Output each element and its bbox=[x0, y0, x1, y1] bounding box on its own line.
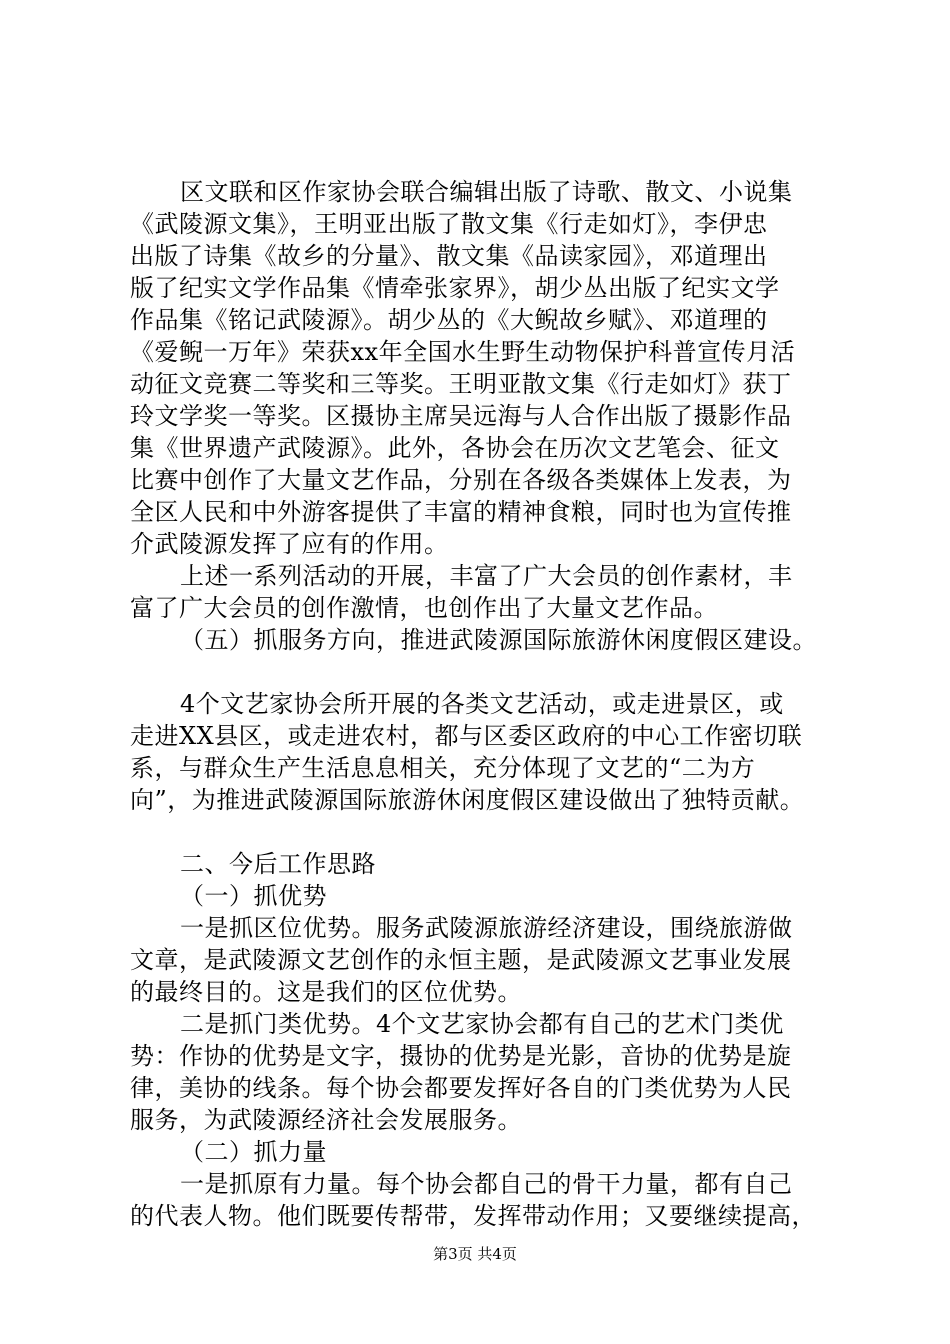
text-line: 介武陵源发挥了应有的作用。 bbox=[130, 530, 449, 558]
text-line: 文章，是武陵源文艺创作的永恒主题，是武陵源文艺事业发展 bbox=[130, 946, 792, 974]
text-line: 《爱鲵一万年》荣获xx年全国水生野生动物保护科普宣传月活 bbox=[130, 338, 796, 366]
text-line: 势：作协的优势是文字，摄协的优势是光影，音协的优势是旋 bbox=[130, 1042, 792, 1070]
page-number-footer: 第3页 共4页 bbox=[433, 1245, 517, 1263]
text-line: 二是抓门类优势。4个文艺家协会都有自己的艺术门类优 bbox=[180, 1010, 784, 1038]
section-heading: （五）抓服务方向，推进武陵源国际旅游休闲度假区建设。 bbox=[180, 626, 817, 654]
text-line: 动征文竞赛二等奖和三等奖。王明亚散文集《行走如灯》获丁 bbox=[130, 370, 792, 398]
text-line: 一是抓原有力量。每个协会都自己的骨干力量，都有自己 bbox=[180, 1170, 793, 1198]
text-line: 比赛中创作了大量文艺作品，分别在各级各类媒体上发表，为 bbox=[130, 466, 792, 494]
text-line: 作品集《铭记武陵源》。胡少丛的《大鲵故乡赋》、邓道理的 bbox=[130, 306, 768, 334]
text-line: 上述一系列活动的开展，丰富了广大会员的创作素材，丰 bbox=[180, 562, 793, 590]
text-line: 集《世界遗产武陵源》。此外，各协会在历次文艺笔会、征文 bbox=[130, 434, 780, 462]
text-line: 《武陵源文集》，王明亚出版了散文集《行走如灯》，李伊忠 bbox=[130, 210, 768, 238]
text-line: 4个文艺家协会所开展的各类文艺活动，或走进景区，或 bbox=[180, 690, 784, 718]
text-line: 富了广大会员的创作激情，也创作出了大量文艺作品。 bbox=[130, 594, 718, 622]
text-line: 玲文学奖一等奖。区摄协主席吴远海与人合作出版了摄影作品 bbox=[130, 402, 792, 430]
subsection-heading: （一）抓优势 bbox=[180, 882, 327, 910]
text-line: 的最终目的。这是我们的区位优势。 bbox=[130, 978, 522, 1006]
text-line: 版了纪实文学作品集《情牵张家界》，胡少丛出版了纪实文学 bbox=[130, 274, 780, 302]
text-line: 一是抓区位优势。服务武陵源旅游经济建设，围绕旅游做 bbox=[180, 914, 793, 942]
text-line: 的代表人物。他们既要传帮带，发挥带动作用；又要继续提高， bbox=[130, 1202, 816, 1230]
text-line: 服务，为武陵源经济社会发展服务。 bbox=[130, 1106, 522, 1134]
text-line: 走进XX县区，或走进农村，都与区委区政府的中心工作密切联 bbox=[130, 722, 803, 750]
text-line: 向”，为推进武陵源国际旅游休闲度假区建设做出了独特贡献。 bbox=[130, 786, 805, 814]
text-line: 全区人民和中外游客提供了丰富的精神食粮，同时也为宣传推 bbox=[130, 498, 792, 526]
section-heading: 二、今后工作思路 bbox=[180, 850, 376, 878]
text-line: 系，与群众生产生活息息相关，充分体现了文艺的“二为方 bbox=[130, 754, 756, 782]
subsection-heading: （二）抓力量 bbox=[180, 1138, 327, 1166]
text-line: 出版了诗集《故乡的分量》、散文集《品读家园》，邓道理出 bbox=[130, 242, 768, 270]
text-line: 律，美协的线条。每个协会都要发挥好各自的门类优势为人民 bbox=[130, 1074, 792, 1102]
text-line: 区文联和区作家协会联合编辑出版了诗歌、散文、小说集 bbox=[180, 178, 793, 206]
